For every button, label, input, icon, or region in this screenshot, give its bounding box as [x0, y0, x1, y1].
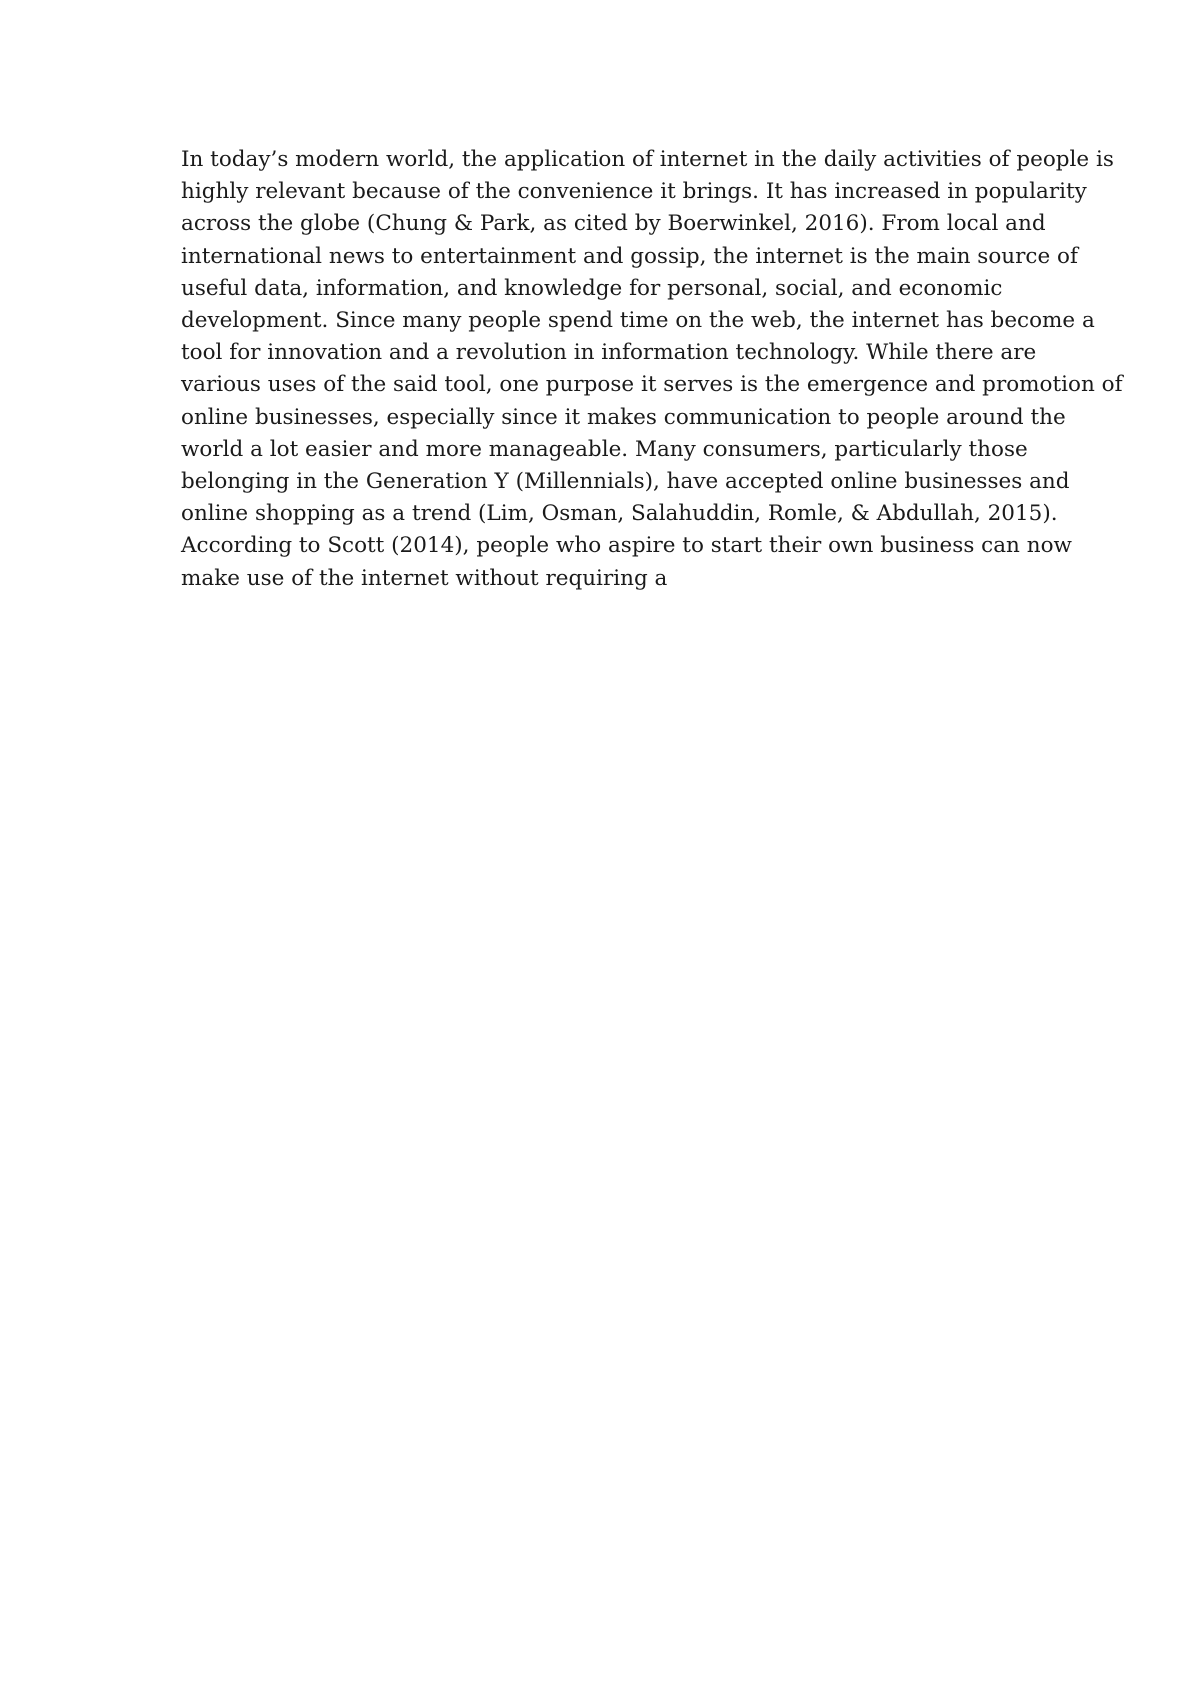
paragraph-line: According to Scott (2014), people who aspire to start their own business can now	[181, 533, 1072, 559]
body-paragraph	[181, 144, 1123, 595]
paragraph-line: useful data, information, and knowledge for personal, social, and economic	[181, 275, 1003, 301]
paragraph-line: online businesses, especially since it makes communication to people around the	[181, 404, 1066, 430]
paragraph-line: make use of the internet without requiring a	[181, 565, 668, 591]
paragraph-line: online shopping as a trend (Lim, Osman, Salahuddin, Romle, & Abdullah, 2015).	[181, 501, 1058, 527]
paragraph-line: development. Since many people spend time on the web, the internet has become a	[181, 308, 1095, 334]
paragraph-line: international news to entertainment and gossip, the internet is the main source of	[181, 243, 1078, 269]
paragraph-line: various uses of the said tool, one purpose it serves is the emergence and promotion of	[181, 372, 1123, 398]
paragraph-line: In today’s modern world, the application of internet in the daily activities of people is	[181, 147, 1114, 172]
paragraph-line: world a lot easier and more manageable. Many consumers, particularly those	[181, 436, 1028, 462]
paragraph-line: highly relevant because of the convenience it brings. It has increased in popularity	[181, 179, 1087, 205]
paragraph-line: across the globe (Chung & Park, as cited by Boerwinkel, 2016). From local and	[181, 211, 1046, 237]
paragraph-line: belonging in the Generation Y (Millennials), have accepted online businesses and	[181, 469, 1070, 495]
paragraph-line: tool for innovation and a revolution in information technology. While there are	[181, 340, 1037, 366]
